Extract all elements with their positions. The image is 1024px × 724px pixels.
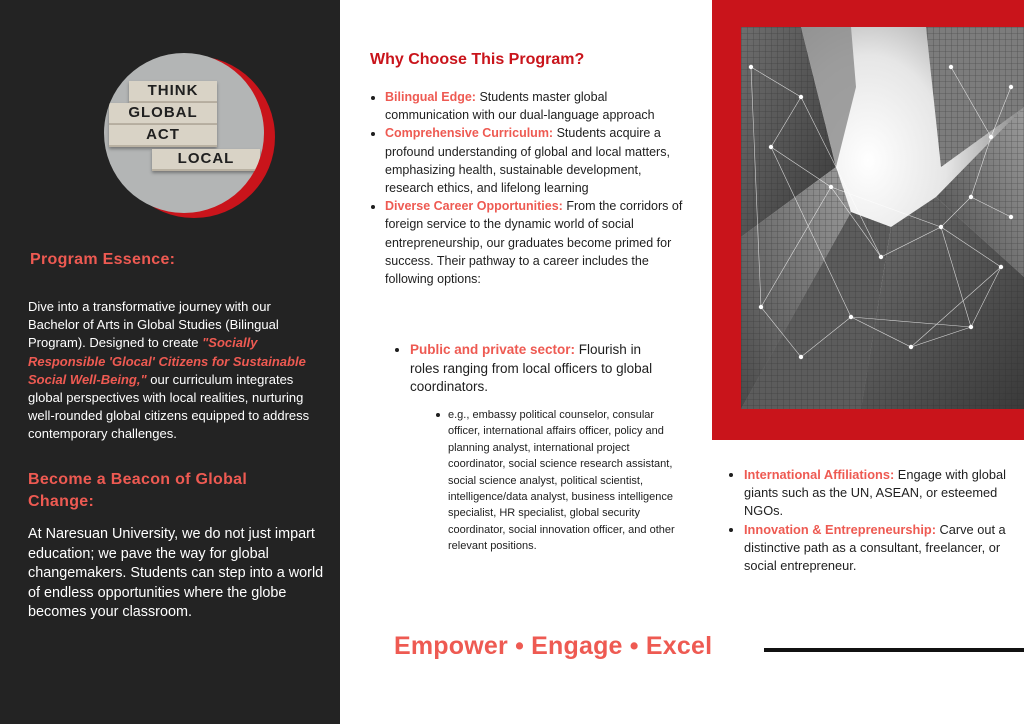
list-item (385, 124, 685, 197)
list-item (385, 197, 685, 288)
essence-text-outro: our curriculum integrates global perspectives with local realities, nurturing well-rounded global citizens equipped to address contemporary challenges. (28, 371, 310, 442)
essence-text-highlight: "Socially Responsible 'Glocal' Citizens for Sustainable Social Well-Being," (28, 335, 306, 387)
word-block-think: THINK (129, 81, 217, 103)
list-item-term: Bilingual Edge: (385, 90, 476, 104)
word-block-global: GLOBAL (109, 103, 217, 125)
list-item (744, 521, 1014, 576)
list-item-text: Students acquire a profound understanding of global and local matters, emphasizing health, sustainable development, research ethics, and lifelong learning (385, 126, 670, 196)
list-item (744, 466, 1014, 521)
beacon-heading: Become a Beacon of Global Change: (28, 471, 248, 510)
list-item-term: Public and private sector: (410, 342, 576, 357)
word-block-local: LOCAL (152, 149, 260, 171)
list-item-text: Flourish in roles ranging from local officers to global coordinators. (410, 342, 653, 394)
list-item-term: Diverse Career Opportunities: (385, 199, 563, 214)
list-item-term: International Affiliations: (744, 467, 895, 482)
career-sector-list (395, 341, 670, 397)
think-global-act-local-image (104, 53, 264, 213)
career-examples-text: e.g., embassy political counselor, consular officer, international affairs officer, policy and planning analyst, international project coordinator, social science research assistant, social science analyst, political scientist, intelligence/data analyst, business intelligence specialist, HR specialist, global security coordinator, social innovation officer, and other relevant positions. (448, 407, 688, 555)
list-item-text: Carve out a distinctive path as a consultant, freelancer, or social entrepreneur. (744, 521, 1006, 574)
affiliations-list (729, 466, 1014, 575)
list-item (410, 341, 670, 397)
career-examples-list (448, 407, 688, 555)
divider-line (764, 648, 1024, 652)
program-essence-text (28, 298, 323, 444)
why-choose-heading: Why Choose This Program? (370, 51, 585, 68)
list-item-text: Students master global communication with our dual-language approach (385, 90, 655, 123)
left-panel (0, 0, 340, 724)
word-block-act: ACT (109, 125, 217, 147)
benefits-list (370, 88, 685, 288)
motto-text: Empower • Engage • Excel (394, 632, 713, 660)
city-skyline-photo (741, 27, 1024, 409)
list-item (385, 88, 685, 124)
program-essence-heading: Program Essence: (30, 251, 176, 268)
list-item-term: Innovation & Entrepreneurship: (744, 521, 936, 537)
list-item-text: Engage with global giants such as the UN, ASEAN, or esteemed NGOs. (744, 467, 1006, 519)
essence-text-intro: Dive into a transformative journey with our Bachelor of Arts in Global Studies (Bilingual Program). Designed to create (28, 299, 279, 351)
city-skyline-illustration (741, 27, 1024, 409)
list-item-term: Comprehensive Curriculum: (385, 126, 554, 141)
beacon-text: At Naresuan University, we do not just impart education; we pave the way for global changemakers. Students can step into a world of endless opportunities where the globe becomes your classroom. (28, 526, 324, 620)
list-item-text: From the corridors of foreign service to the dynamic world of social entrepreneurship, our graduates become primed for success. Their pathway to a career includes the following options: (385, 199, 683, 287)
